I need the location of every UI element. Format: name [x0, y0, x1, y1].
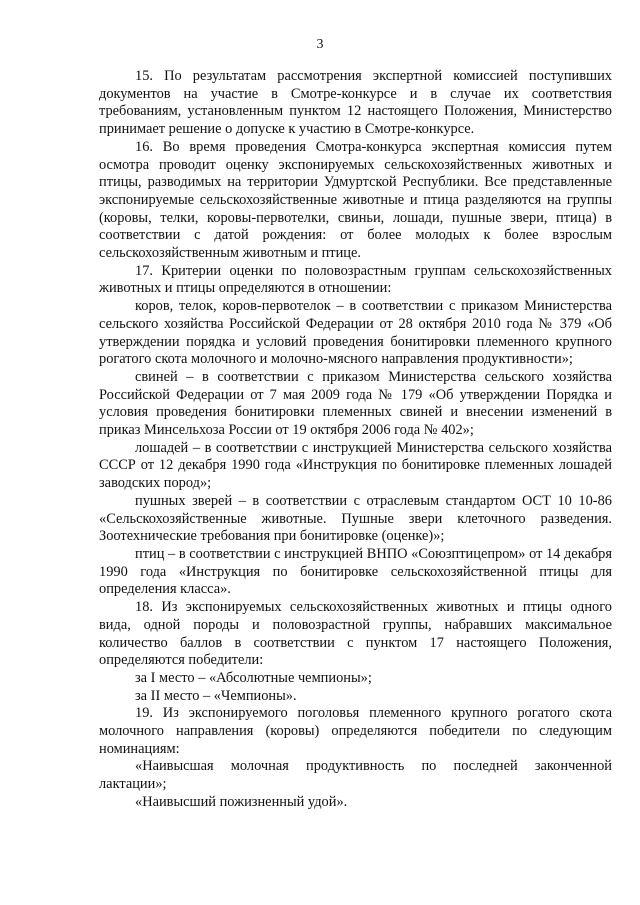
criteria-poultry: птиц – в соответствии с инструкцией ВНПО «Союзптицепром» от 14 декабря 1990 года «Инструкция по бонитировке сельскохозяйственной птицы для определения класса». [99, 545, 612, 598]
page-number: 3 [316, 37, 324, 52]
paragraph-17: 17. Критерии оценки по половозрастным группам сельскохозяйственных животных и птицы определяются в отношении: [99, 262, 612, 297]
first-place-line: за I место – «Абсолютные чемпионы»; [135, 669, 372, 686]
document-body [99, 68, 612, 812]
paragraph-18: 18. Из экспонируемых сельскохозяйственных животных и птицы одного вида, одной породы и половозрастной группы, набравших максимальное количество баллов в соответствии с пунктом 17 настоящего Положения, определяются победители: [99, 599, 612, 669]
criteria-pigs: свиней – в соответствии с приказом Министерства сельского хозяйства Российской Федерации от 7 мая 2009 года № 179 «Об утверждении Порядка и условия проведения бонитировки племенных свиней и внесении изменений в приказ Минсельхоза России от 19 октября 2006 года № 402»; [99, 368, 612, 439]
criteria-cattle: коров, телок, коров-первотелок – в соответствии с приказом Министерства сельского хозяйства Российской Федерации от 28 октября 2010 года № 379 «Об утверждении порядка и условий проведения бонитировки племенного крупного рогатого скота молочного и молочно-мясного направления продуктивности»; [99, 298, 612, 368]
nomination-lifetime-yield: «Наивысший пожизненный удой». [135, 793, 348, 810]
criteria-fur-animals: пушных зверей – в соответствии с отраслевым стандартом ОСТ 10 10-86 «Сельскохозяйственные животные. Пушные звери клеточного разведения. Зоотехнические требования при бонитировке (оценке)»; [99, 492, 612, 545]
paragraph-15: 15. По результатам рассмотрения экспертной комиссией поступивших документов на участие в Смотре-конкурсе и в случае их соответствия требованиям, установленным пунктом 12 настоящего Положения, Министерство принимает решение о допуске к участию в Смотре-конкурсе. [99, 68, 612, 138]
paragraph-16: 16. Во время проведения Смотра-конкурса экспертная комиссия путем осмотра проводит оценку экспонируемых сельскохозяйственных животных и птицы, разводимых на территории Удмуртской Республики. Все представленные экспонируемые сельскохозяйственные животные и птица разделяются на группы (коровы, телки, коровы-первотелки, свиньи, лошади, пушные звери, птица) в соответствии с датой рождения: от более молодых к более взрослым сельскохозяйственным животным и птице. [99, 138, 612, 262]
nomination-milk-yield: «Наивысшая молочная продуктивность по последней законченной лактации»; [99, 758, 612, 793]
criteria-horses: лошадей – в соответствии с инструкцией Министерства сельского хозяйства СССР от 12 декабря 1990 года «Инструкция по бонитировке племенных лошадей заводских пород»; [99, 439, 612, 492]
second-place-line: за II место – «Чемпионы». [135, 687, 297, 704]
paragraph-19: 19. Из экспонируемого поголовья племенного крупного рогатого скота молочного направления (коровы) определяются победители по следующим номинациям: [99, 705, 612, 757]
